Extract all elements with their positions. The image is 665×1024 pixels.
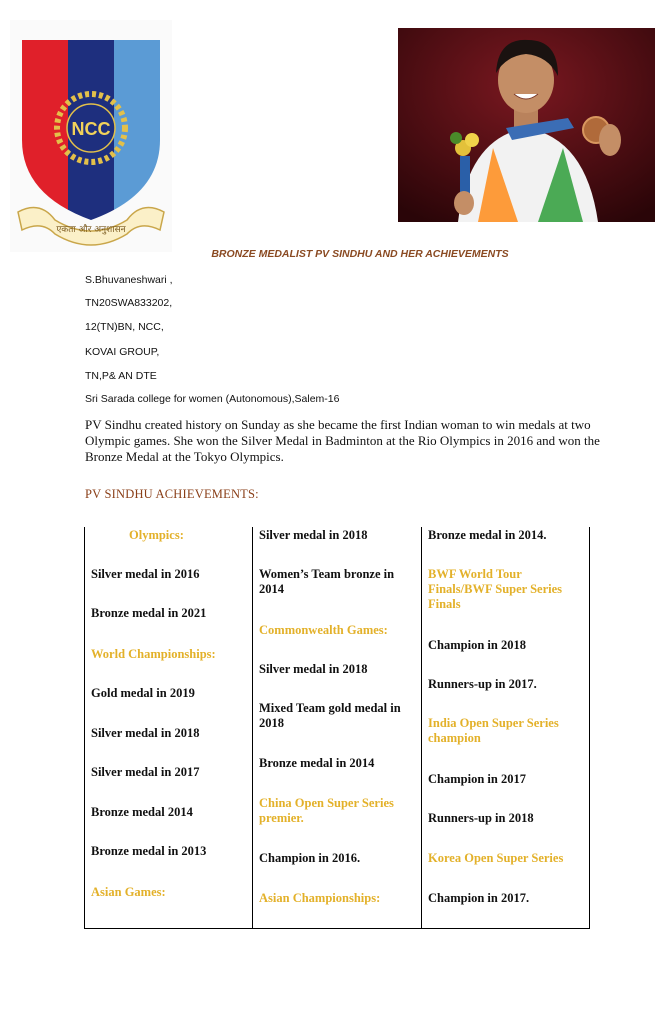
article-heading: BRONZE MEDALIST PV SINDHU AND HER ACHIEVEMENTS: [211, 248, 509, 260]
athlete-illustration: [398, 28, 655, 222]
table-border-bottom: [84, 928, 590, 929]
table-border-left: [84, 527, 85, 929]
table-divider-2: [421, 527, 422, 929]
ncc-logo: [10, 20, 172, 252]
table-cell: World Championships:: [91, 647, 216, 661]
table-cell: BWF World Tour Finals/BWF Super Series Finals: [428, 567, 563, 611]
achievements-heading: PV SINDHU ACHIEVEMENTS:: [85, 487, 259, 501]
table-cell: Asian Championships:: [259, 891, 381, 905]
author-dte: TN,P& AN DTE: [85, 370, 157, 382]
table-cell: Commonwealth Games:: [259, 623, 388, 637]
table-cell: Silver medal in 2018: [91, 726, 200, 740]
table-cell: Silver medal in 2016: [91, 567, 200, 581]
table-cell: Mixed Team gold medal in 2018: [259, 701, 401, 730]
table-divider-1: [252, 527, 253, 929]
athlete-photo: [398, 28, 655, 222]
table-cell: Runners-up in 2018: [428, 811, 534, 825]
intro-paragraph: PV Sindhu created history on Sunday as she became the first Indian woman to win medals at two Olympic games. She won the Silver Medal in Badminton at the Rio Olympics in 2016 and won the Bronze Medal at the Tokyo Olympics.: [85, 417, 600, 464]
table-cell: Bronze medal in 2013: [91, 844, 207, 858]
table-cell: Korea Open Super Series: [428, 851, 564, 865]
ncc-motto: एकता और अनुशासन: [56, 225, 126, 235]
table-border-right: [589, 527, 590, 929]
table-cell: Bronze medal in 2021: [91, 606, 207, 620]
table-cell: Silver medal in 2018: [259, 528, 368, 542]
table-cell: Olympics:: [129, 528, 184, 542]
author-college: Sri Sarada college for women (Autonomous),Salem-16: [85, 393, 340, 405]
ncc-logo-text: NCC: [71, 119, 111, 139]
table-cell: Asian Games:: [91, 885, 166, 899]
table-cell: Silver medal in 2018: [259, 662, 368, 676]
table-cell: Champion in 2016.: [259, 851, 361, 865]
author-group: KOVAI GROUP,: [85, 346, 160, 358]
table-cell: China Open Super Series premier.: [259, 796, 394, 825]
table-cell: Silver medal in 2017: [91, 765, 200, 779]
table-cell: Runners-up in 2017.: [428, 677, 537, 691]
author-unit: 12(TN)BN, NCC,: [85, 321, 164, 333]
table-cell: India Open Super Series champion: [428, 716, 559, 745]
author-name: S.Bhuvaneshwari ,: [85, 274, 173, 286]
table-cell: Women’s Team bronze in 2014: [259, 567, 395, 596]
table-cell: Bronze medal in 2014.: [428, 528, 547, 542]
author-id: TN20SWA833202,: [85, 297, 173, 309]
table-cell: Champion in 2017.: [428, 891, 530, 905]
table-cell: Gold medal in 2019: [91, 686, 195, 700]
table-cell: Bronze medal 2014: [91, 805, 193, 819]
table-cell: Champion in 2018: [428, 638, 526, 652]
table-cell: Bronze medal in 2014: [259, 756, 375, 770]
table-cell: Champion in 2017: [428, 772, 526, 786]
